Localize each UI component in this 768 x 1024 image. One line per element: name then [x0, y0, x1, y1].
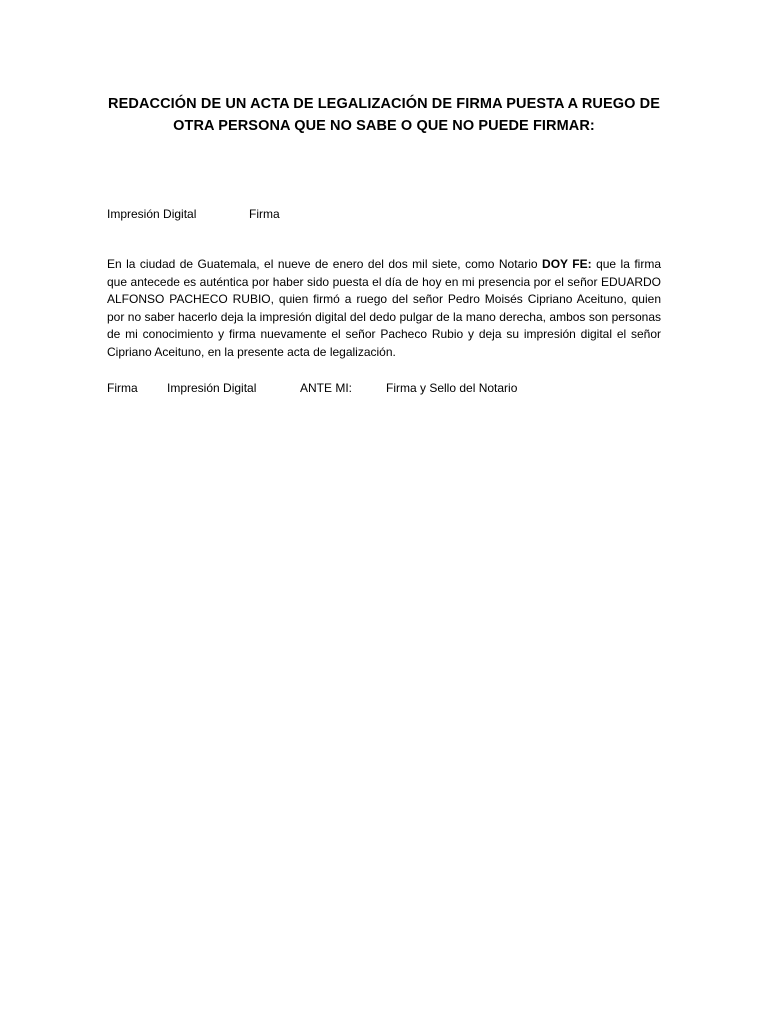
- document-title: [100, 93, 668, 137]
- signature-label: Firma: [249, 207, 280, 221]
- notary-signature-seal-label: Firma y Sello del Notario: [386, 381, 518, 395]
- body-text-part-1: En la ciudad de Guatemala, el nueve de enero del dos mil siete, como Notario: [107, 257, 543, 271]
- legalization-paragraph: [107, 256, 661, 362]
- title-line-2: OTRA PERSONA QUE NO SABE O QUE NO PUEDE FIRMAR:: [173, 118, 595, 134]
- ante-mi-label: ANTE MI:: [300, 381, 353, 395]
- doy-fe-text: DOY FE:: [542, 257, 592, 271]
- body-text-part-2: que la firma que antecede es auténtica por haber sido puesta el día de hoy en mi presencia por el señor EDUARDO ALFONSO PACHECO RUBIO, quien firmó a ruego del señor Pedro Moisés Cipriano Aceituno, quien por no saber hacerlo deja la impresión digital del dedo pulgar de la mano derecha, ambos son personas de mi conocimiento y firma nuevamente el señor Pacheco Rubio y deja su impresión digital el señor Cipriano Aceituno, en la presente acta de legalización.: [107, 257, 661, 359]
- signature-label-bottom: Firma: [107, 381, 138, 395]
- fingerprint-label: Impresión Digital: [107, 207, 197, 221]
- title-line-1: REDACCIÓN DE UN ACTA DE LEGALIZACIÓN DE FIRMA PUESTA A RUEGO DE: [108, 96, 660, 112]
- fingerprint-label-bottom: Impresión Digital: [167, 381, 257, 395]
